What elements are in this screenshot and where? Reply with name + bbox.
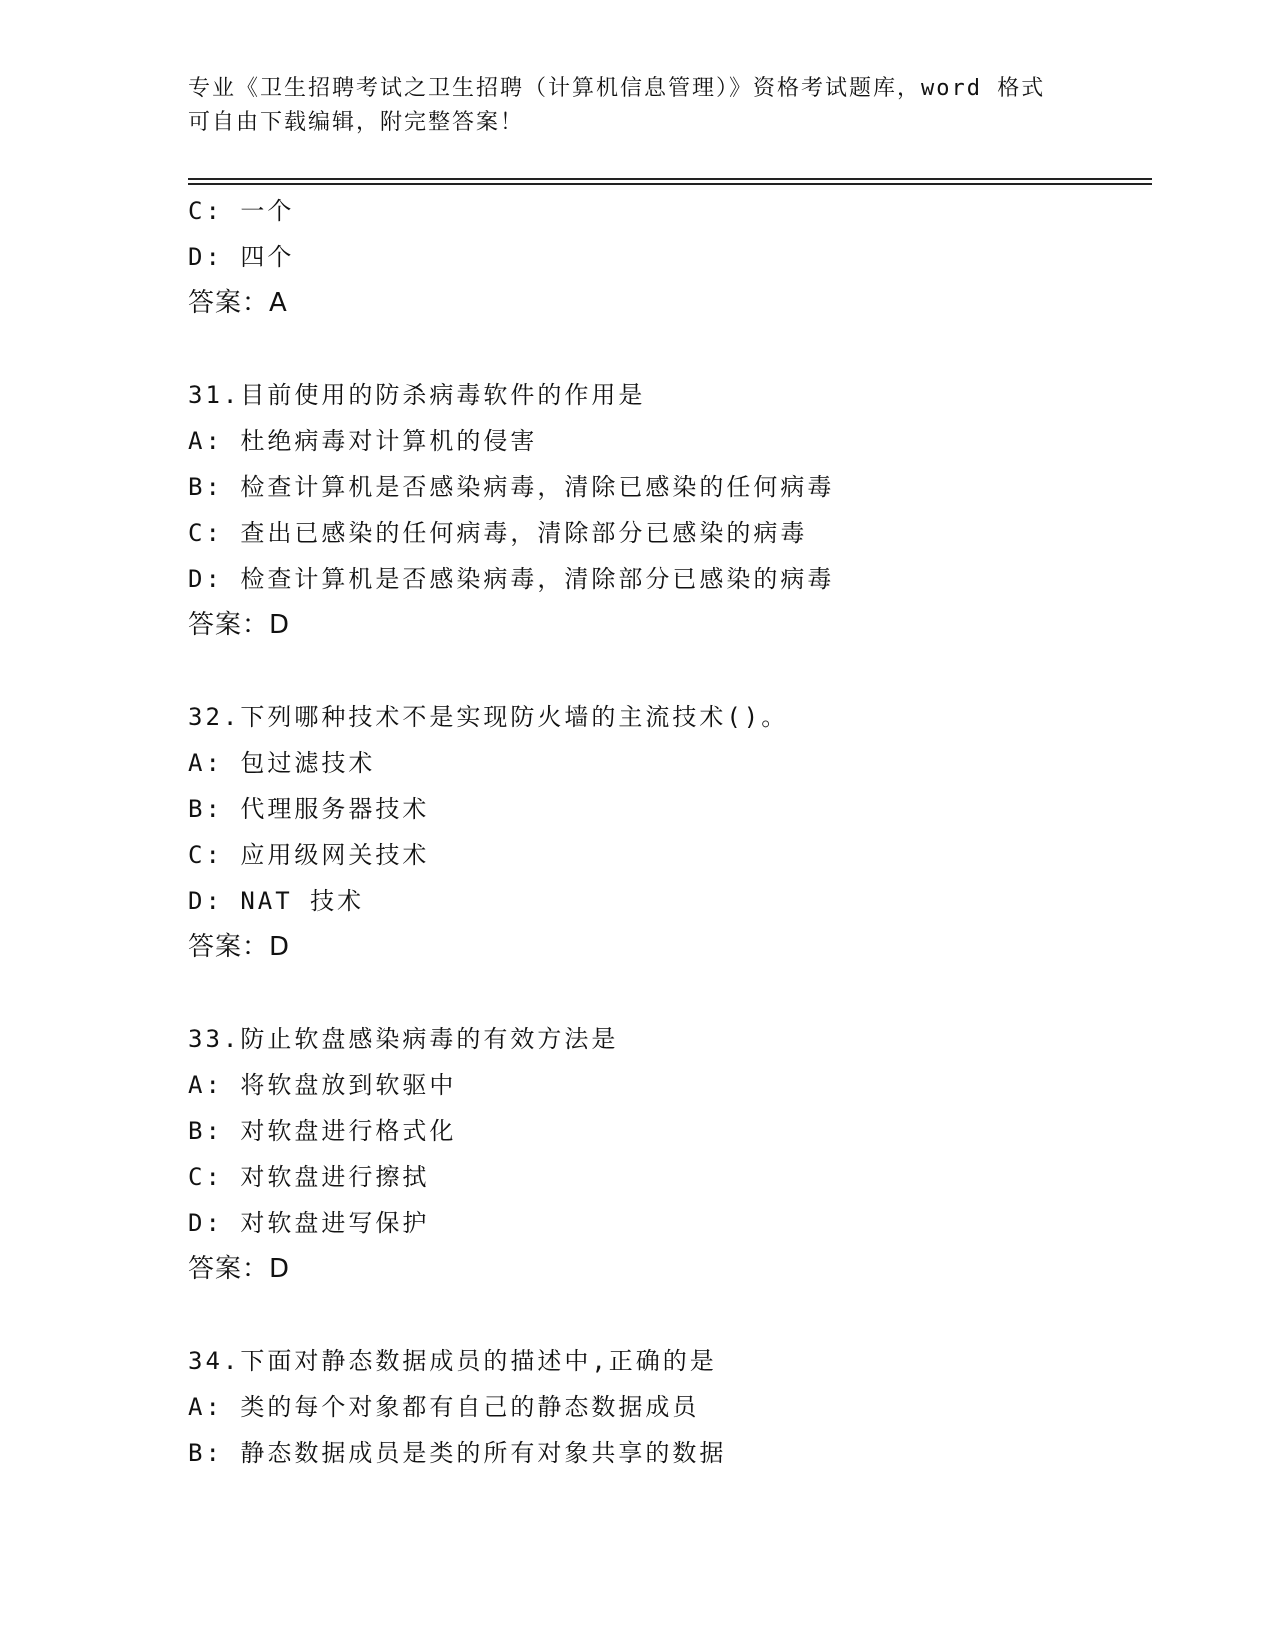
option-c: C: 应用级网关技术 xyxy=(188,841,430,869)
page-header xyxy=(188,72,1088,140)
option-a: A: 将软盘放到软驱中 xyxy=(188,1071,457,1099)
question-text: 34.下面对静态数据成员的描述中,正确的是 xyxy=(188,1347,717,1375)
answer-line: 答案：D xyxy=(188,932,291,962)
spacer xyxy=(188,1292,1148,1338)
header-divider-top xyxy=(188,178,1152,180)
option-b: B: 静态数据成员是类的所有对象共享的数据 xyxy=(188,1439,727,1467)
option-a: A: 包过滤技术 xyxy=(188,749,376,777)
option-d: D: 四个 xyxy=(188,243,295,271)
question-list xyxy=(188,188,1148,1476)
question-block-32 xyxy=(188,694,1148,970)
spacer xyxy=(188,326,1148,372)
question-text: 32.下列哪种技术不是实现防火墙的主流技术()。 xyxy=(188,703,789,731)
question-block-31 xyxy=(188,372,1148,648)
answer-line: 答案：D xyxy=(188,1254,291,1284)
option-c: C: 查出已感染的任何病毒，清除部分已感染的病毒 xyxy=(188,519,808,547)
option-a: A: 杜绝病毒对计算机的侵害 xyxy=(188,427,538,455)
spacer xyxy=(188,970,1148,1016)
question-text: 33.防止软盘感染病毒的有效方法是 xyxy=(188,1025,619,1053)
question-block-prev xyxy=(188,188,1148,326)
option-b: B: 对软盘进行格式化 xyxy=(188,1117,457,1145)
option-b: B: 检查计算机是否感染病毒，清除已感染的任何病毒 xyxy=(188,473,835,501)
option-a: A: 类的每个对象都有自己的静态数据成员 xyxy=(188,1393,700,1421)
answer-line: 答案：D xyxy=(188,610,291,640)
spacer xyxy=(188,648,1148,694)
option-c: C: 对软盘进行擦拭 xyxy=(188,1163,430,1191)
option-c: C: 一个 xyxy=(188,197,295,225)
question-block-34 xyxy=(188,1338,1148,1476)
header-title-line-2: 可自由下载编辑，附完整答案！ xyxy=(188,110,525,135)
option-d: D: NAT 技术 xyxy=(188,887,365,915)
question-text: 31.目前使用的防杀病毒软件的作用是 xyxy=(188,381,646,409)
option-d: D: 对软盘进写保护 xyxy=(188,1209,430,1237)
question-block-33 xyxy=(188,1016,1148,1292)
header-divider-bottom xyxy=(188,183,1152,185)
option-b: B: 代理服务器技术 xyxy=(188,795,430,823)
answer-line: 答案：A xyxy=(188,288,288,318)
header-title-line-1: 专业《卫生招聘考试之卫生招聘（计算机信息管理）》资格考试题库，word 格式 xyxy=(188,76,1046,101)
option-d: D: 检查计算机是否感染病毒，清除部分已感染的病毒 xyxy=(188,565,835,593)
